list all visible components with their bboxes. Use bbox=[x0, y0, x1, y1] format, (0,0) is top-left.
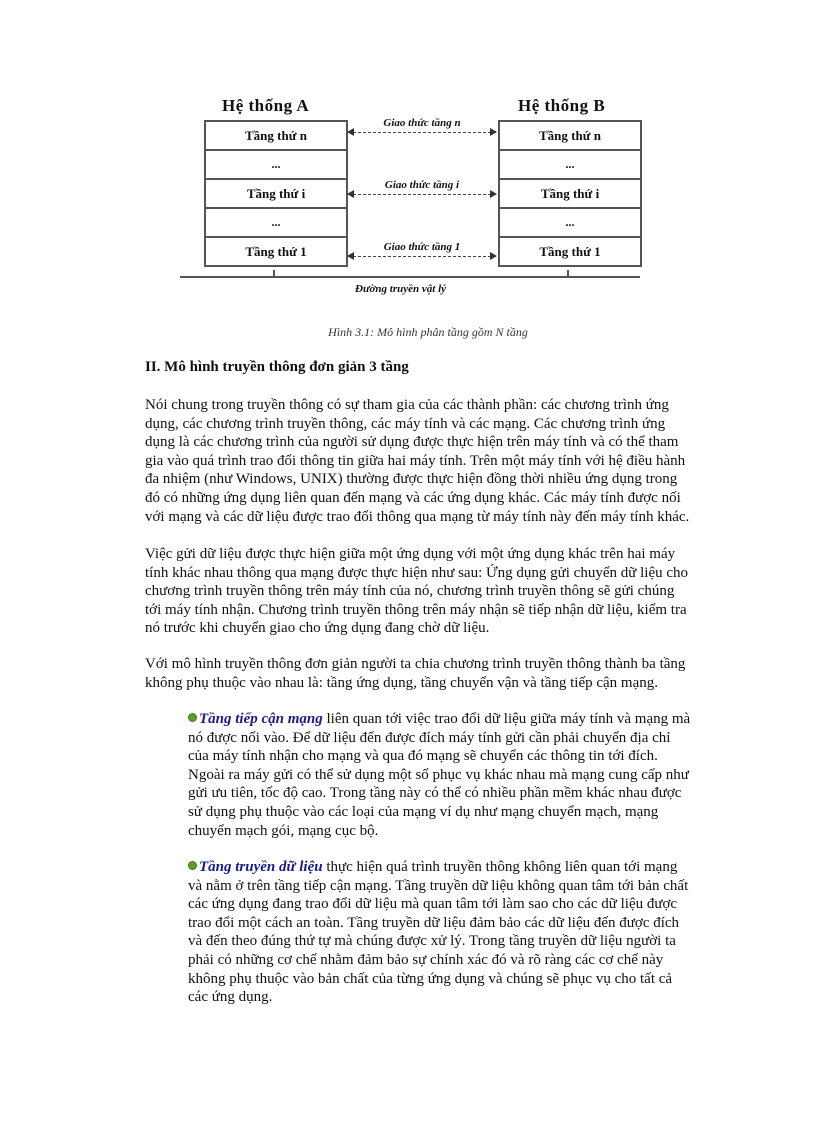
layer-a-ellipsis: ... bbox=[206, 209, 346, 238]
arrow-right-icon bbox=[490, 190, 497, 198]
arrow-left-icon bbox=[347, 128, 354, 136]
physical-medium-line bbox=[180, 276, 640, 278]
paragraph: Việc gửi dữ liệu được thực hiện giữa một ứng dụng với một ứng dụng khác trên hai máy tính khác nhau thông qua mạng được thực hiện như sau: Ứng dụng gửi chuyển dữ liệu cho chương trình truyền thông trên máy tính của nó, chương trình truyền thông sẽ gửi chúng tới máy tính nhận. Chương trình truyền thông trên máy nhận sẽ tiếp nhận dữ liệu, kiểm tra nó trước khi chuyển giao cho ứng dụng đang chờ dữ liệu. bbox=[145, 546, 689, 637]
layer-b-1: Tầng thứ 1 bbox=[500, 238, 640, 267]
arrow-left-icon bbox=[347, 252, 354, 260]
bullet-text: liên quan tới việc trao đổi dữ liệu giữa máy tính và mạng mà nó được nối vào. Để dữ liệu đến được đích máy tính gửi cần phải chuyển địa chỉ của máy tính nhận cho mạng và qua đó mạng sẽ chuyển các thông tin tới đích. Ngoài ra máy gửi có thể sử dụng một số phục vụ khác nhau mà mạng cung cấp như gửi ưu tiên, tốc độ cao. Trong tầng này có thể có nhiều phần mềm khác nhau được sử dụng phụ thuộc vào các loại của mạng ví dụ như mạng chuyển mạch, mạng chuyển mạch gói, mạng cục bộ. bbox=[188, 711, 691, 839]
system-b-title: Hệ thống B bbox=[518, 96, 606, 115]
layer-a-1: Tầng thứ 1 bbox=[206, 238, 346, 267]
layer-model-figure bbox=[180, 92, 640, 307]
protocol-label-1: Giao thức tầng 1 bbox=[383, 241, 461, 253]
bullet-term: Tầng tiếp cận mạng bbox=[199, 711, 323, 727]
bullet-item bbox=[188, 710, 692, 840]
layer-a-ellipsis: ... bbox=[206, 151, 346, 180]
protocol-arrow-n bbox=[348, 117, 496, 140]
bullet-text: thực hiện quá trình truyền thông không liên quan tới mạng và nằm ở trên tầng tiếp cận mạng. Tầng truyền dữ liệu không quan tâm tới bản chất các ứng dụng đang trao đổi dữ liệu mà quan tâm tới làm sao cho các dữ liệu được trao đổi một cách an toàn. Tầng truyền dữ liệu đảm bảo các dữ liệu đến được đích và đến theo đúng thứ tự mà chúng được xử lý. Trong tầng truyền dữ liệu người ta phải có những cơ chế nhằm đảm bảo sự chính xác đó và rõ ràng các cơ chế này không phụ thuộc vào bản chất của từng ứng dụng và chúng sẽ phục vụ cho tất cả các ứng dụng. bbox=[188, 859, 689, 1006]
bullet-term: Tầng truyền dữ liệu bbox=[199, 859, 323, 875]
physical-medium-label: Đường truyền vật lý bbox=[355, 283, 447, 295]
paragraph: Nói chung trong truyền thông có sự tham gia của các thành phần: các chương trình ứng dụng, các chương trình truyền thông, các máy tính và các mạng. Các chương trình ứng dụng là các chương trình của người sử dụng được thực hiện trên máy tính và có thể tham gia vào quá trình trao đổi thông tin giữa hai máy tính. Trên một máy tính với hệ điều hành đa nhiệm (như Windows, UNIX) thường được thực hiện đồng thời nhiều ứng dụng trong đó có những ứng dụng liên quan đến mạng và các ứng dụng khác. Các máy tính được nối với mạng và các dữ liệu được trao đổi thông qua mạng từ máy tính này đến máy tính khác. bbox=[145, 397, 690, 525]
system-a-title: Hệ thống A bbox=[222, 96, 310, 115]
protocol-arrow-1 bbox=[348, 241, 496, 264]
layer-b-n: Tầng thứ n bbox=[500, 122, 640, 151]
system-b-stack bbox=[498, 120, 642, 267]
green-bullet-icon bbox=[188, 713, 197, 722]
arrow-right-icon bbox=[490, 252, 497, 260]
layer-a-n: Tầng thứ n bbox=[206, 122, 346, 151]
layer-b-ellipsis: ... bbox=[500, 151, 640, 180]
section-heading: II. Mô hình truyền thông đơn giản 3 tầng bbox=[145, 359, 409, 375]
layer-b-ellipsis: ... bbox=[500, 209, 640, 238]
figure-caption: Hình 3.1: Mô hình phân tầng gồm N tầng bbox=[328, 325, 528, 339]
layer-a-i: Tầng thứ i bbox=[206, 180, 346, 209]
paragraph: Với mô hình truyền thông đơn giản người ta chia chương trình truyền thông thành ba tầng không phụ thuộc vào nhau là: tầng ứng dụng, tầng chuyển vận và tầng tiếp cận mạng. bbox=[145, 656, 686, 691]
protocol-arrow-i bbox=[348, 179, 496, 202]
protocol-label-i: Giao thức tầng i bbox=[384, 179, 460, 191]
arrow-left-icon bbox=[347, 190, 354, 198]
green-bullet-icon bbox=[188, 861, 197, 870]
protocol-label-n: Giao thức tầng n bbox=[383, 117, 461, 129]
bullet-item bbox=[188, 858, 692, 1007]
layer-b-i: Tầng thứ i bbox=[500, 180, 640, 209]
arrow-right-icon bbox=[490, 128, 497, 136]
system-a-stack bbox=[204, 120, 348, 267]
